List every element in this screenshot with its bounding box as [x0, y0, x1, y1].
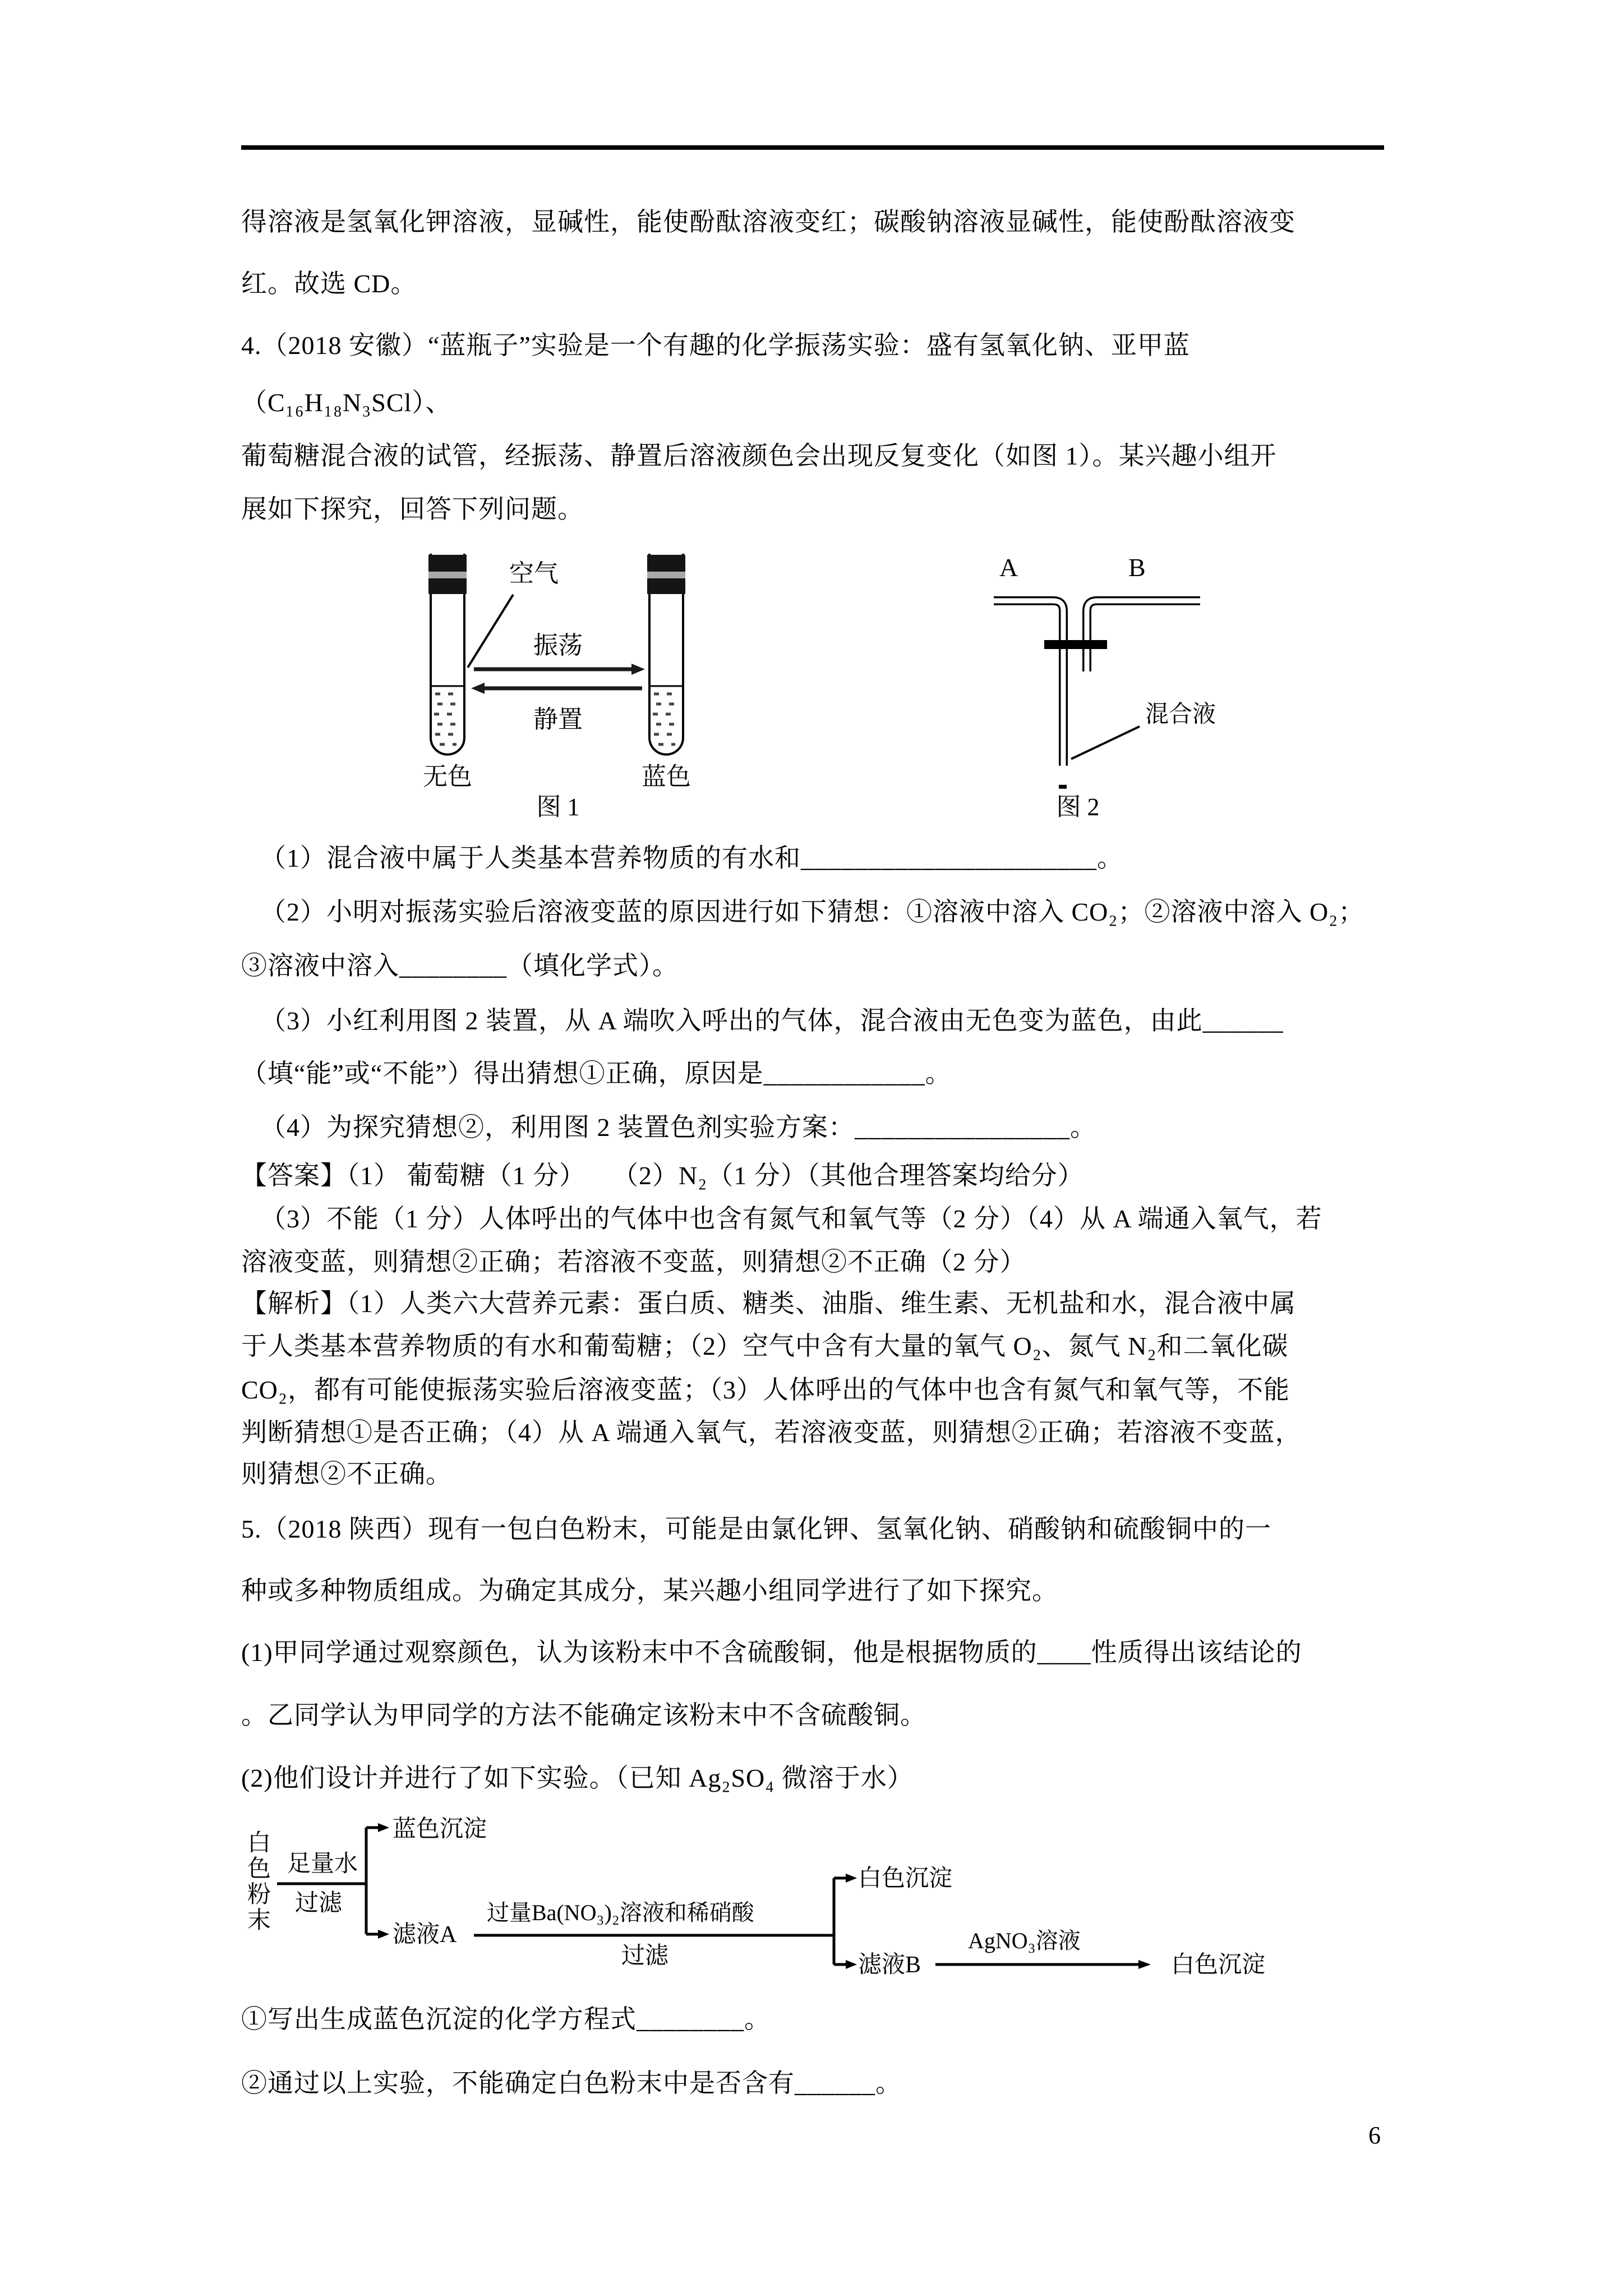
- line-analysis-3: CO₂，都有可能使振荡实验后溶液变蓝；（3）人体呼出的气体中也含有氮气和氧气等，不能: [241, 1375, 1290, 1404]
- flow-blue-precipitate-label: 蓝色沉淀: [393, 1816, 487, 1842]
- figure1-caption: 图 1: [536, 793, 580, 821]
- line-q5-exp1: ①写出生成蓝色沉淀的化学方程式________。: [241, 2005, 771, 2033]
- line-q5-sub1b: 。乙同学认为甲同学的方法不能确定该粉末中不含硫酸铜。: [241, 1701, 926, 1729]
- line-q4-stem-1: 4.（2018 安徽）“蓝瓶子”实验是一个有趣的化学振荡实验：盛有氢氧化钠、亚甲蓝: [241, 331, 1190, 360]
- line-q4-formula: （C₁₆H₁₈N₃SCl）、: [241, 388, 452, 417]
- flow-white-precipitate1-label: 白色沉淀: [858, 1866, 953, 1892]
- mixture-label: 混合液: [1145, 702, 1216, 728]
- flow-white-powder-label: 白色粉末: [244, 1830, 270, 1933]
- tube-b: [1087, 601, 1200, 671]
- stand-arrow-icon: [471, 683, 642, 694]
- line-q4-sub2: （2）小明对振荡实验后溶液变蓝的原因进行如下猜想：①溶液中溶入 CO₂；②溶液中溶入 O₂；: [260, 898, 1365, 926]
- figure2-caption: 图 2: [1056, 793, 1100, 821]
- flow-filter1-label: 过滤: [295, 1890, 343, 1916]
- line-q5-sub2: (2)他们设计并进行了如下实验。（已知 Ag₂SO₄ 微溶于水）: [241, 1764, 914, 1792]
- air-label: 空气: [509, 560, 559, 587]
- drop-icon: [1059, 785, 1067, 789]
- line-analysis-1: 【解析】（1）人类六大营养元素：蛋白质、糖类、油脂、维生素、无机盐和水，混合液中属: [241, 1289, 1296, 1318]
- line-analysis-2: 于人类基本营养物质的有水和葡萄糖；（2）空气中含有大量的氧气 O₂、氮气 N₂和二氧化碳: [241, 1332, 1289, 1360]
- line-answer-3: 溶液变蓝，则猜想②正确；若溶液不变蓝，则猜想②不正确（2 分）: [241, 1248, 1026, 1276]
- stopper-icon: [647, 555, 685, 594]
- colorless-label: 无色: [423, 763, 472, 790]
- line-analysis-5: 则猜想②不正确。: [241, 1460, 452, 1488]
- figure2-apparatus: [987, 547, 1279, 822]
- flow-agno3-label: AgNO₃溶液: [968, 1928, 1081, 1953]
- blue-label: 蓝色: [642, 763, 691, 790]
- flow-white-precipitate2-label: 白色沉淀: [1171, 1952, 1266, 1978]
- line-answer-2: （3）不能（1 分）人体呼出的气体中也含有氮气和氧气等（2 分）（4）从 A 端通入氧气，若: [260, 1204, 1322, 1233]
- line-prev-answer-2: 红。故选 CD。: [241, 269, 417, 298]
- line-q5-sub1: (1)甲同学通过观察颜色，认为该粉末中不含硫酸铜，他是根据物质的____性质得出该结论的: [241, 1638, 1302, 1667]
- flow-excess-water-label: 足量水: [287, 1851, 358, 1877]
- tube-a: [994, 601, 1063, 766]
- flow-arrow-agno3: [935, 1960, 1151, 1969]
- line-q5-stem-1: 5.（2018 陕西）现有一包白色粉末，可能是由氯化钾、氢氧化钠、硝酸钠和硫酸铜中的一: [241, 1515, 1271, 1543]
- line-q5-exp2: ②通过以上实验，不能确定白色粉末中是否含有______。: [241, 2069, 902, 2097]
- line-q4-sub4: （4）为探究猜想②，利用图 2 装置色剂实验方案：________________。: [260, 1113, 1096, 1142]
- mixture-pointer-line: [1071, 726, 1140, 759]
- flow-filter2-label: 过滤: [621, 1943, 669, 1969]
- stopper-bar-icon: [1044, 640, 1107, 649]
- stopper-icon: [428, 555, 467, 594]
- page-number: 6: [1368, 2122, 1381, 2149]
- line-q4-sub3: （3）小红利用图 2 装置，从 A 端吹入呼出的气体，混合液由无色变为蓝色，由此______: [260, 1006, 1284, 1035]
- line-q4-sub3b: （填“能”或“不能”）得出猜想①正确，原因是____________。: [241, 1059, 952, 1088]
- line-q4-stem-3: 展如下探究，回答下列问题。: [241, 495, 584, 523]
- line-analysis-4: 判断猜想①是否正确；（4）从 A 端通入氧气，若溶液变蓝，则猜想②正确；若溶液不变蓝，: [241, 1418, 1302, 1447]
- line-answer-1: 【答案】（1） 葡萄糖（1 分） （2）N₂（1 分）（其他合理答案均给分）: [241, 1161, 1084, 1190]
- port-b-label: B: [1128, 553, 1146, 582]
- flow-bracket-2: [834, 1874, 857, 1969]
- figure1-test-tubes: [415, 547, 707, 822]
- header-rule: [241, 145, 1384, 150]
- stand-label: 静置: [533, 706, 583, 733]
- line-q4-sub1: （1）混合液中属于人类基本营养物质的有水和______________________。: [260, 844, 1123, 872]
- flow-filtrate-b-label: 滤液B: [858, 1952, 921, 1978]
- flow-ba-reagent-label: 过量Ba(NO₃)₂溶液和稀硝酸: [487, 1900, 754, 1925]
- line-prev-answer-1: 得溶液是氢氧化钾溶液，显碱性，能使酚酞溶液变红；碳酸钠溶液显碱性，能使酚酞溶液变: [241, 208, 1295, 236]
- flow-bracket-1: [366, 1823, 389, 1939]
- test-tube-blue: [647, 554, 685, 754]
- line-q4-stem-2: 葡萄糖混合液的试管，经振荡、静置后溶液颜色会出现反复变化（如图 1）。某兴趣小组开: [241, 441, 1277, 470]
- shake-label: 振荡: [533, 632, 583, 659]
- test-tube-colorless: [428, 554, 467, 754]
- shake-arrow-icon: [474, 664, 645, 675]
- flow-filtrate-a-label: 滤液A: [393, 1922, 457, 1948]
- line-q5-stem-2: 种或多种物质组成。为确定其成分，某兴趣小组同学进行了如下探究。: [241, 1576, 1058, 1605]
- line-q4-sub2b: ③溶液中溶入________（填化学式）。: [241, 951, 679, 980]
- port-a-label: A: [999, 553, 1018, 582]
- air-pointer-line: [468, 595, 513, 668]
